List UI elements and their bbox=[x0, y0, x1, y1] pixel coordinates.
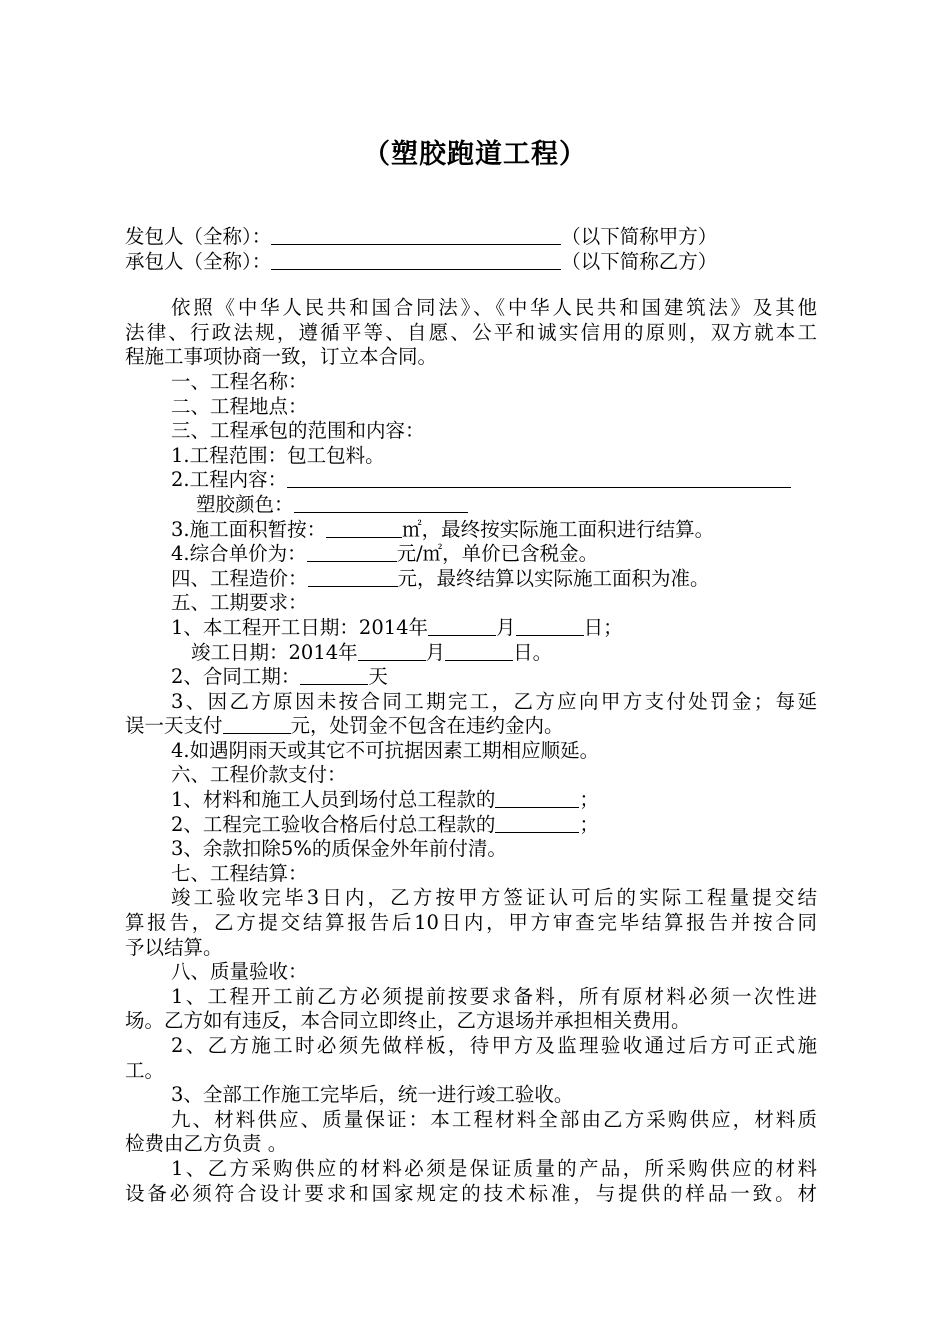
duration-line bbox=[125, 665, 817, 690]
area-blank bbox=[326, 518, 402, 538]
section-1-heading: 一、工程名称： bbox=[171, 369, 308, 393]
material-line-2: 设备必须符合设计要求和国家规定的技术标准，与提供的样品一致。材 bbox=[125, 1181, 817, 1205]
start-day-blank bbox=[516, 616, 584, 636]
duration-blank bbox=[300, 665, 368, 685]
employer-label: 发包人（全称）： bbox=[125, 225, 272, 248]
penalty-line-2 bbox=[125, 714, 817, 739]
document-title: （塑胶跑道工程） bbox=[363, 139, 587, 170]
quality-3-line: 3、全部工作施工完毕后，统一进行竣工验收。 bbox=[171, 1083, 574, 1107]
settlement-line-2: 算报告，乙方提交结算报告后10日内，甲方审查完毕结算报告并按合同 bbox=[125, 911, 817, 935]
extension-line: 4.如遇阴雨天或其它不可抗据因素工期相应顺延。 bbox=[171, 738, 600, 762]
content-line bbox=[125, 468, 817, 493]
section-6-heading: 六、工程价款支付： bbox=[171, 763, 347, 787]
unit-price-blank bbox=[307, 542, 397, 562]
material-line-1: 1、乙方采购供应的材料必须是保证质量的产品，所采购供应的材料 bbox=[171, 1156, 817, 1180]
color-label: 塑胶颜色： bbox=[196, 492, 294, 516]
area-label: 3.施工面积暂按： bbox=[171, 517, 327, 541]
contractor-line bbox=[125, 250, 817, 275]
payment-1-blank bbox=[495, 788, 579, 808]
cost-line bbox=[125, 567, 817, 592]
penalty-blank bbox=[223, 714, 291, 734]
payment-1-semicolon: ； bbox=[579, 788, 599, 812]
payment-line-3: 3、余款扣除5%的质保金外年前付清。 bbox=[171, 837, 507, 861]
area-suffix: ㎡，最终按实际施工面积进行结算。 bbox=[402, 517, 715, 541]
end-date-label: 竣工日期：2014年 bbox=[191, 640, 358, 664]
quality-1-line-1: 1、工程开工前乙方必须提前按要求备料，所有原材料必须一次性进 bbox=[171, 984, 817, 1008]
unit-price-suffix: 元/㎡，单价已含税金。 bbox=[396, 542, 599, 566]
section-8-heading: 八、质量验收： bbox=[171, 960, 308, 984]
contract-body bbox=[125, 225, 817, 1206]
end-month-blank bbox=[358, 641, 426, 661]
scope-line: 1.工程范围：包工包料。 bbox=[171, 443, 385, 467]
settlement-line-3: 予以结算。 bbox=[125, 935, 223, 959]
preamble-line-3: 程施工事项协商一致，订立本合同。 bbox=[125, 345, 438, 369]
section-2-heading: 二、工程地点： bbox=[171, 394, 308, 418]
start-month-blank bbox=[428, 616, 496, 636]
penalty-line-1: 3、因乙方原因未按合同工期完工，乙方应向甲方支付处罚金；每延 bbox=[171, 689, 817, 713]
end-date-line bbox=[125, 641, 817, 666]
payment-2-blank bbox=[495, 813, 579, 833]
employer-line bbox=[125, 225, 817, 250]
duration-suffix: 天 bbox=[368, 665, 388, 689]
cost-blank bbox=[308, 567, 398, 587]
section-9-line-2: 检费由乙方负责 。 bbox=[125, 1132, 288, 1156]
settlement-line-1: 竣工验收完毕3日内，乙方按甲方签证认可后的实际工程量提交结 bbox=[171, 886, 817, 910]
unit-price-label: 4.综合单价为： bbox=[171, 542, 307, 566]
payment-2-label: 2、工程完工验收合格后付总工程款的 bbox=[171, 812, 496, 836]
payment-2-semicolon: ； bbox=[579, 812, 599, 836]
cost-suffix: 元，最终结算以实际施工面积为准。 bbox=[397, 566, 710, 590]
unit-price-line bbox=[125, 542, 817, 567]
area-line bbox=[125, 518, 817, 543]
section-5-heading: 五、工期要求： bbox=[171, 591, 308, 615]
quality-1-line-2: 场。乙方如有违反，本合同立即终止，乙方退场并承担相关费用。 bbox=[125, 1009, 691, 1033]
section-7-heading: 七、工程结算： bbox=[171, 861, 308, 885]
start-month-text: 月 bbox=[496, 615, 516, 639]
contractor-label: 承包人（全称）： bbox=[125, 249, 272, 273]
content-label: 2.工程内容： bbox=[171, 468, 288, 492]
contractor-blank bbox=[271, 250, 561, 270]
section-3-heading: 三、工程承包的范围和内容： bbox=[171, 419, 425, 443]
start-date-label: 1、本工程开工日期：2014年 bbox=[171, 615, 429, 639]
content-blank bbox=[287, 468, 791, 488]
quality-2-line-2: 工。 bbox=[125, 1058, 165, 1082]
color-line bbox=[125, 493, 817, 518]
employer-suffix: （以下简称甲方） bbox=[561, 225, 718, 248]
start-date-line bbox=[125, 616, 817, 641]
payment-line-2 bbox=[125, 813, 817, 838]
end-day-text: 日。 bbox=[513, 640, 553, 664]
contractor-suffix: （以下简称乙方） bbox=[561, 249, 718, 273]
start-day-text: 日； bbox=[583, 615, 623, 639]
end-day-blank bbox=[445, 641, 513, 661]
penalty-suffix: 元，处罚金不包含在违约金内。 bbox=[290, 714, 564, 738]
preamble-line-2: 法律、行政法规，遵循平等、自愿、公平和诚实信用的原则，双方就本工 bbox=[125, 320, 817, 344]
end-month-text: 月 bbox=[425, 640, 446, 664]
payment-line-1 bbox=[125, 788, 817, 813]
cost-label: 四、工程造价： bbox=[171, 566, 308, 590]
section-9-line-1: 九、材料供应、质量保证：本工程材料全部由乙方采购供应，材料质 bbox=[171, 1107, 817, 1131]
color-blank bbox=[294, 493, 468, 513]
quality-2-line-1: 2、乙方施工时必须先做样板，待甲方及监理验收通过后方可正式施 bbox=[171, 1034, 817, 1057]
duration-label: 2、合同工期： bbox=[171, 665, 301, 689]
payment-1-label: 1、材料和施工人员到场付总工程款的 bbox=[171, 788, 496, 812]
employer-blank bbox=[271, 225, 561, 245]
preamble-line-1: 依照《中华人民共和国合同法》、《中华人民共和国建筑法》及其他 bbox=[171, 296, 817, 320]
penalty-label: 误一天支付 bbox=[125, 714, 223, 738]
